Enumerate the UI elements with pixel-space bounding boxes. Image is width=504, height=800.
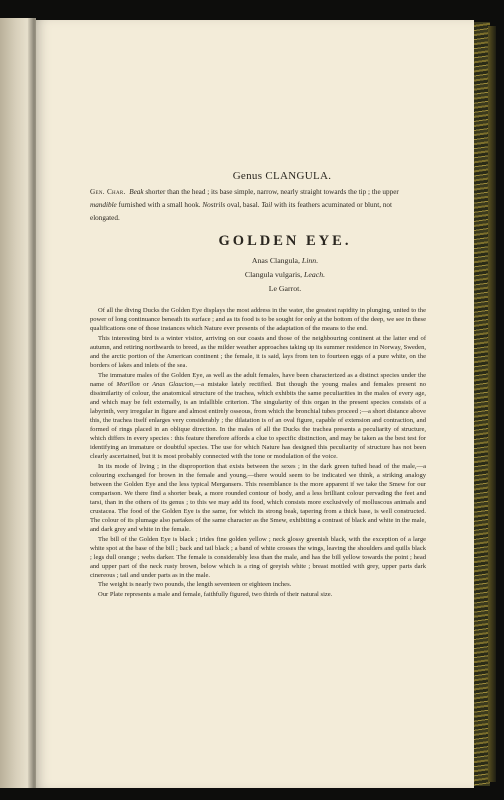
synonym-linnaeus [90, 256, 480, 265]
paragraph [90, 535, 426, 580]
gen-char-text [90, 188, 399, 222]
text-run: Morillon [116, 380, 140, 388]
genus-heading: Genus CLANGULA. [232, 170, 332, 182]
synonym-name: Anas Clangula, [251, 256, 302, 265]
text-run: The weight is nearly two pounds, the length seventeen or eighteen inches. [98, 581, 292, 589]
book-cover-edge [488, 26, 496, 782]
text-run: The immature males of the Golden Eye, as well as the adult females, have been characterized as a distinct species under the name of [90, 371, 426, 388]
paragraph [90, 462, 426, 534]
paragraph [90, 580, 426, 589]
paragraph [90, 306, 426, 333]
text-run: Our Plate represents a male and female, faithfully figured, two thirds of their natural size. [98, 591, 333, 599]
gen-char-run: oval, basal. [225, 201, 262, 209]
generic-characters [90, 186, 420, 225]
synonym-leach [90, 270, 480, 279]
text-run: This interesting bird is a winter visitor, arriving on our coasts and those of the neighbouring continent at the latter end of autumn, and retiring northwards to breed, as the milder weather approaches taking up its summer residence in Norway, Sweden, and the arctic portion of the American continent ; the female, it is said, lays from ten to fourteen eggs of a pure white, on the borders of lakes and inlets of the sea. [90, 334, 426, 369]
text-run: ,—a mistake lately rectified. But though the young males and females present no dissimilarity of colour, the anatomical structure of the trachea, which exhibits the same peculiarities in the males of every age, and which may be felt externally, is an infallible criterion. The singularity of this organ in the present species consists of a labyrinth, very irregular in figure and almost entirely osseous, from which the bronchial tubes proceed ;—a short distance above this, the trachea itself enlarges very considerably ; the dilatation is of an oval figure, capable of extension and contraction, and formed of rings placed in an oblique direction. In the males of all the Ducks the trachea presents a peculiarity of structure, which differs in every species : this feature therefore affords a clue to specific distinction, and may be taken as the best test for identifying an immature or doubtful species. The use for which Nature has designed this peculiarity of structure has not been clearly ascertained, but it is most probably connected with the tone or modulation of the voice. [90, 380, 426, 460]
gen-char-run: furnished with a small hook. [116, 201, 203, 209]
gen-char-run: Nostrils [202, 201, 226, 209]
text-run: In its mode of living ; in the disproportion that exists between the sexes ; in the dark green tufted head of the male,—a colouring exchanged for brown in the female and young,—there would seem to be indicated we think, a striking analogy between the Golden Eye and the less typical Mergansers. This resemblance is the more apparent if we take the Smew for our comparison. We there find a shorter beak, a more rounded contour of body, and a less brilliant colour pervading the feet and tarsi, than in the others of its genus ; to this we may add its food, which consists more exclusively of molluscous animals and crustacea. The food of the Golden Eye is the same, for which its strong beak, tapering from a thick base, is well constructed. The colour of its plumage also partakes of the same character as the Smew, exhibiting a contrast of black and white in the male, and dark grey and white in the female. [90, 462, 426, 533]
synonym-author: Linn. [301, 256, 319, 265]
text-run: The bill of the Golden Eye is black ; irides fine golden yellow ; neck glossy greenish black, with the exception of a large white spot at the base of the bill ; back and tail black ; a band of white crosses the wings, leaving the shoulders and quills black ; legs dull orange ; webs darker. The female is considerably less than the male, and has the bill yellow towards the point ; head and upper part of the neck rusty brown, below which is a ring of greyish white ; breast mottled with grey, upper parts dark cinereous ; tail and under parts as in the male. [90, 535, 426, 579]
paragraph [90, 334, 426, 370]
gen-char-run: Beak [129, 188, 144, 196]
synonym-name: Le Garrot. [268, 284, 302, 293]
synonym-french [90, 284, 480, 293]
text-run: or [139, 380, 153, 388]
gen-char-run: shorter than the head ; its base simple, narrow, nearly straight towards the tip ; the upper [143, 188, 399, 196]
text-run: Anas Glaucion [152, 380, 193, 388]
paragraph [90, 590, 426, 599]
synonym-author: Leach. [304, 270, 326, 279]
synonym-name: Clangula vulgaris, [244, 270, 305, 279]
gen-char-run: mandible [90, 201, 117, 209]
species-title: GOLDEN EYE. [218, 233, 352, 249]
paragraph [90, 371, 426, 461]
book-page [36, 20, 474, 788]
gen-char-label: Gen. Char. [90, 188, 126, 196]
gen-char-run: Tail [261, 201, 273, 209]
text-run: Of all the diving Ducks the Golden Eye displays the most address in the water, the greatest rapidity in plunging, united to the power of long continuance beneath its surface ; and as its food is to be sought for only at the bottom of the deep, we see in these qualifications one of those instances which Nature ever presents of the adaptation of the means to the end. [90, 307, 426, 333]
description-body [90, 306, 426, 599]
gen-char-run: with its feathers acuminated or blunt, not elongated. [90, 201, 393, 222]
